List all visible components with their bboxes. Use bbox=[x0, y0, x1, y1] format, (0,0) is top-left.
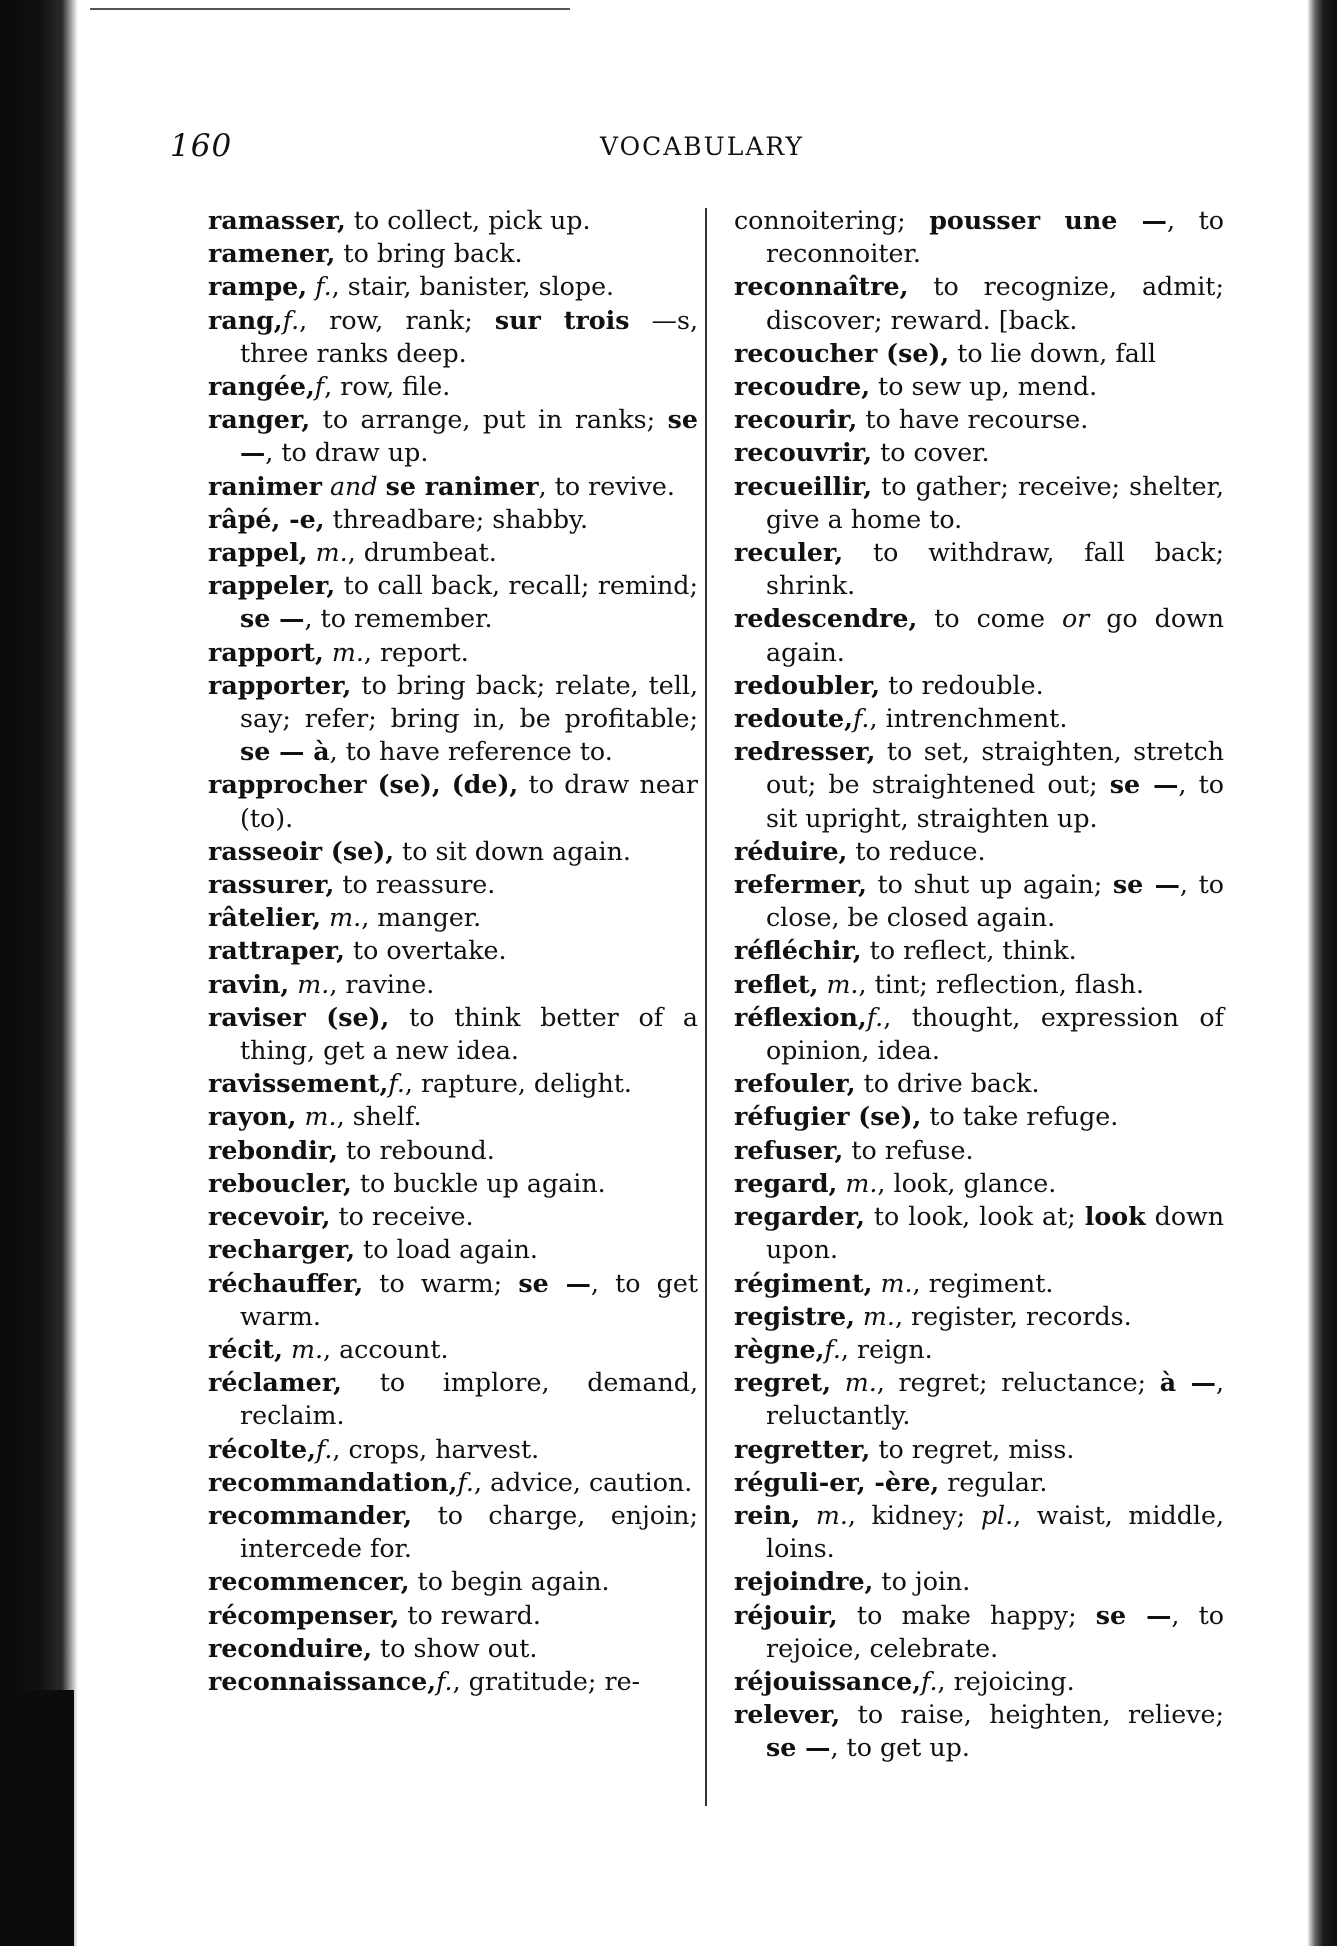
entry-abbreviation: f. bbox=[315, 1434, 333, 1464]
entry-headword: recevoir, bbox=[208, 1201, 331, 1232]
vocab-entry bbox=[734, 669, 1224, 702]
entry-definition: , account. bbox=[323, 1334, 449, 1364]
entry-headword: réclamer, bbox=[208, 1367, 342, 1398]
scan-left-notch bbox=[0, 1690, 74, 1946]
entry-headword: ranger, bbox=[208, 404, 311, 435]
entry-abbreviation: m. bbox=[289, 969, 330, 999]
entry-abbreviation: m. bbox=[321, 903, 362, 933]
vocab-entry bbox=[734, 1366, 1224, 1432]
vocab-entry bbox=[208, 1134, 698, 1167]
entry-headword: réchauffer, bbox=[208, 1267, 364, 1298]
entry-abbreviation: f. bbox=[824, 1334, 841, 1364]
entry-headword: redresser, bbox=[734, 736, 876, 767]
entry-definition: to rebound. bbox=[337, 1135, 495, 1165]
vocab-entry bbox=[208, 835, 698, 868]
entry-headword: refouler, bbox=[734, 1068, 856, 1099]
entry-definition: to regret, miss. bbox=[870, 1434, 1075, 1464]
entry-definition: to reduce. bbox=[847, 836, 986, 866]
entry-definition: to shut up again; bbox=[866, 870, 1113, 900]
entry-headword: râpé, -e, bbox=[208, 503, 325, 534]
entry-phrase: se — bbox=[518, 1267, 591, 1298]
entry-definition: , reluctantly. bbox=[766, 1368, 1224, 1431]
vocab-entry bbox=[208, 868, 698, 901]
entry-definition: , rejoicing. bbox=[937, 1666, 1075, 1696]
entry-definition: to arrange, put in ranks; bbox=[310, 405, 668, 435]
running-head: VOCABULARY bbox=[600, 132, 804, 161]
entry-definition: , to close, be closed again. bbox=[766, 870, 1224, 933]
vocab-entry bbox=[208, 470, 698, 503]
entry-headword: rassurer, bbox=[208, 869, 335, 900]
entry-definition: to charge, enjoin; intercede for. bbox=[240, 1500, 698, 1564]
entry-definition: to gather; receive; shelter, give a home to. bbox=[766, 471, 1224, 534]
entry-headword: redescendre, bbox=[734, 603, 918, 634]
vocab-entry bbox=[734, 1200, 1224, 1266]
entry-headword: rebondir, bbox=[208, 1134, 338, 1165]
entry-headword: reconnaître, bbox=[734, 271, 909, 302]
entry-definition: , advice, caution. bbox=[473, 1467, 693, 1497]
entry-definition: , report. bbox=[363, 637, 469, 667]
vocab-entry bbox=[734, 1565, 1224, 1598]
vocab-entry bbox=[734, 1001, 1224, 1067]
entry-definition: , reign. bbox=[840, 1334, 933, 1364]
entry-definition: to bring back. bbox=[335, 239, 523, 269]
entry-definition: , row, file. bbox=[324, 372, 451, 402]
vocab-entry bbox=[734, 1698, 1224, 1764]
entry-definition: to load again. bbox=[355, 1235, 538, 1265]
entry-definition: , ravine. bbox=[329, 969, 435, 999]
entry-definition: to bring back; relate, tell, say; refer; bring in, be profitable; bbox=[240, 670, 698, 734]
entry-headword: recoudre, bbox=[734, 371, 871, 402]
vocab-entry bbox=[734, 1167, 1224, 1200]
vocab-entry bbox=[208, 1665, 698, 1698]
entry-headword: rayon, bbox=[208, 1101, 297, 1132]
entry-definition: to withdraw, fall back; shrink. bbox=[766, 538, 1224, 601]
entry-phrase: se — bbox=[240, 404, 698, 468]
vocab-entry bbox=[208, 636, 698, 669]
entry-headword: règne, bbox=[734, 1333, 825, 1364]
entry-headword: réflexion, bbox=[734, 1001, 867, 1032]
entry-definition: to draw near (to). bbox=[240, 770, 698, 833]
entry-phrase: se — bbox=[1109, 769, 1179, 800]
entry-definition: to reflect, think. bbox=[861, 936, 1077, 966]
entry-definition: to implore, demand, reclaim. bbox=[240, 1368, 698, 1431]
right-column bbox=[734, 204, 1224, 1765]
entry-headword: recoucher (se), bbox=[734, 337, 950, 368]
entry-headword: rein, bbox=[734, 1499, 801, 1530]
entry-definition: down upon. bbox=[766, 1202, 1225, 1265]
entry-definition: , to get up. bbox=[830, 1733, 970, 1763]
vocab-entry bbox=[734, 403, 1224, 436]
entry-headword: recommandation, bbox=[208, 1466, 458, 1497]
entry-definition: , thought, expression of opinion, idea. bbox=[766, 1002, 1224, 1066]
vocab-entry bbox=[208, 669, 698, 769]
entry-abbreviation: m. bbox=[837, 1168, 878, 1198]
entry-definition: , tint; reflection, flash. bbox=[858, 969, 1145, 999]
entry-abbreviation: or bbox=[1061, 604, 1090, 634]
vocab-entry bbox=[208, 536, 698, 569]
entry-headword: récolte, bbox=[208, 1433, 316, 1464]
vocab-entry bbox=[734, 1466, 1224, 1499]
entry-definition: to sew up, mend. bbox=[870, 372, 1098, 402]
entry-headword: regarder, bbox=[734, 1201, 865, 1232]
vocab-entry bbox=[208, 1200, 698, 1233]
vocab-entry bbox=[208, 901, 698, 934]
vocab-entry bbox=[734, 1067, 1224, 1100]
entry-abbreviation: and bbox=[321, 471, 386, 501]
vocab-entry bbox=[734, 536, 1224, 602]
entry-definition: to come bbox=[917, 604, 1062, 634]
entry-abbreviation: f. bbox=[307, 272, 332, 302]
entry-headword: régiment, bbox=[734, 1267, 873, 1298]
vocab-entry bbox=[208, 1100, 698, 1133]
entry-definition: to lie down, fall bbox=[949, 338, 1156, 368]
entry-definition: , to sit upright, straighten up. bbox=[766, 770, 1224, 833]
entry-abbreviation: m. bbox=[323, 637, 364, 667]
entry-headword: rangée, bbox=[208, 371, 315, 402]
entry-definition: , to remember. bbox=[304, 604, 493, 634]
entry-headword: rapprocher (se), (de), bbox=[208, 769, 519, 800]
entry-definition: to take refuge. bbox=[921, 1102, 1119, 1132]
entry-headword: reconnaissance, bbox=[208, 1665, 437, 1696]
vocab-entry bbox=[208, 403, 698, 469]
vocab-entry bbox=[734, 1267, 1224, 1300]
entry-headword: redoute, bbox=[734, 703, 853, 734]
entry-definition: to receive. bbox=[330, 1202, 474, 1232]
entry-definition: to make happy; bbox=[837, 1600, 1096, 1630]
entry-headword: refuser, bbox=[734, 1134, 844, 1165]
entry-definition: , drumbeat. bbox=[347, 538, 497, 568]
entry-definition: to raise, heighten, relieve; bbox=[840, 1700, 1224, 1730]
page-number: 160 bbox=[170, 128, 233, 164]
entry-headword: rasseoir (se), bbox=[208, 835, 394, 866]
entry-headword: rang, bbox=[208, 304, 283, 335]
entry-headword: rapporter, bbox=[208, 669, 352, 700]
entry-headword: reculer, bbox=[734, 537, 844, 568]
entry-headword: regard, bbox=[734, 1167, 838, 1198]
entry-phrase: se — bbox=[766, 1732, 831, 1763]
vocab-entry bbox=[208, 1233, 698, 1266]
entry-definition: go down again. bbox=[766, 604, 1224, 667]
vocab-entry bbox=[734, 270, 1224, 336]
entry-definition: threadbare; shabby. bbox=[324, 504, 588, 534]
vocab-entry bbox=[208, 370, 698, 403]
entry-headword: rampe, bbox=[208, 271, 308, 302]
scan-right-edge bbox=[1307, 0, 1337, 1946]
entry-definition: , to draw up. bbox=[265, 438, 429, 468]
entry-headword: recharger, bbox=[208, 1234, 356, 1265]
entry-definition: to drive back. bbox=[855, 1069, 1040, 1099]
vocab-entry bbox=[208, 1067, 698, 1100]
entry-headword: réfugier (se), bbox=[734, 1101, 922, 1132]
entry-abbreviation: f. bbox=[388, 1069, 405, 1099]
entry-phrase: à — bbox=[1159, 1367, 1216, 1398]
vocab-entry bbox=[208, 1366, 698, 1432]
vocab-entry bbox=[208, 1499, 698, 1565]
vocab-entry bbox=[734, 735, 1224, 835]
entry-headword: ramener, bbox=[208, 238, 336, 269]
entry-headword: rappeler, bbox=[208, 570, 336, 601]
entry-headword: relever, bbox=[734, 1699, 841, 1730]
entry-abbreviation: m. bbox=[854, 1301, 895, 1331]
entry-definition: connoitering; bbox=[734, 206, 930, 235]
entry-headword: raviser (se), bbox=[208, 1001, 390, 1032]
vocab-entry bbox=[734, 204, 1224, 270]
entry-headword: reflet, bbox=[734, 968, 819, 999]
vocab-entry bbox=[734, 1433, 1224, 1466]
entry-definition: , to get warm. bbox=[240, 1268, 698, 1331]
entry-headword: réjouir, bbox=[734, 1599, 838, 1630]
entry-headword: registre, bbox=[734, 1300, 855, 1331]
entry-definition: to cover. bbox=[872, 438, 990, 468]
left-column bbox=[208, 204, 698, 1698]
vocab-entry bbox=[734, 337, 1224, 370]
entry-definition: , to revive. bbox=[538, 471, 675, 501]
entry-definition: to think better of a thing, get a new idea. bbox=[240, 1002, 698, 1066]
entry-headword: rappel, bbox=[208, 537, 308, 568]
entry-abbreviation: f. bbox=[866, 1002, 884, 1032]
vocab-entry bbox=[734, 470, 1224, 536]
vocab-entry bbox=[734, 436, 1224, 469]
vocab-entry bbox=[734, 1499, 1224, 1565]
entry-headword: reboucler, bbox=[208, 1167, 352, 1198]
entry-definition: to buckle up again. bbox=[351, 1168, 606, 1198]
vocab-entry bbox=[734, 1599, 1224, 1665]
vocab-entry bbox=[734, 1300, 1224, 1333]
vocab-entry bbox=[734, 1665, 1224, 1698]
vocab-entry bbox=[734, 968, 1224, 1001]
entry-headword: rattraper, bbox=[208, 935, 345, 966]
entry-headword: ravin, bbox=[208, 968, 290, 999]
vocab-entry bbox=[208, 934, 698, 967]
entry-abbreviation: m. bbox=[800, 1500, 848, 1530]
entry-headword: ramasser, bbox=[208, 205, 346, 235]
vocab-entry bbox=[734, 602, 1224, 668]
entry-definition: to begin again. bbox=[409, 1567, 610, 1597]
entry-headword: recommencer, bbox=[208, 1566, 410, 1597]
vocab-entry bbox=[208, 1333, 698, 1366]
column-divider bbox=[705, 208, 707, 1806]
vocab-entry bbox=[208, 1267, 698, 1333]
entry-headword: redoubler, bbox=[734, 669, 881, 700]
entry-abbreviation: f. bbox=[457, 1467, 474, 1497]
entry-headword: rapport, bbox=[208, 636, 324, 667]
entry-phrase: pousser une — bbox=[929, 205, 1167, 235]
entry-definition: to recognize, admit; discover; reward. [back. bbox=[766, 272, 1224, 335]
entry-phrase: se ranimer bbox=[385, 470, 539, 501]
entry-definition: , regiment. bbox=[912, 1268, 1054, 1298]
entry-definition: , crops, harvest. bbox=[332, 1434, 540, 1464]
entry-abbreviation: f. bbox=[436, 1666, 453, 1696]
top-rule bbox=[90, 8, 570, 10]
entry-headword: récit, bbox=[208, 1333, 283, 1364]
entry-phrase: se — bbox=[1095, 1599, 1172, 1630]
entry-abbreviation: f. bbox=[282, 305, 300, 335]
vocab-entry bbox=[208, 1167, 698, 1200]
entry-phrase: se — bbox=[1112, 869, 1180, 900]
entry-headword: recommander, bbox=[208, 1499, 413, 1530]
scan-left-edge bbox=[0, 0, 78, 1946]
entry-phrase: look bbox=[1084, 1201, 1146, 1232]
entry-definition: , stair, banister, slope. bbox=[331, 272, 615, 302]
entry-phrase: sur trois bbox=[494, 304, 630, 335]
entry-definition: to sit down again. bbox=[394, 836, 631, 866]
entry-definition: —s, three ranks deep. bbox=[240, 305, 698, 368]
entry-definition: , shelf. bbox=[336, 1102, 422, 1132]
entry-headword: regretter, bbox=[734, 1433, 871, 1464]
entry-headword: réguli-er, -ère, bbox=[734, 1466, 940, 1497]
entry-definition: , regret; reluctance; bbox=[876, 1368, 1160, 1398]
vocab-entry bbox=[208, 1466, 698, 1499]
vocab-entry bbox=[208, 270, 698, 303]
entry-headword: regret, bbox=[734, 1367, 832, 1398]
entry-definition: to warm; bbox=[363, 1268, 519, 1298]
entry-headword: réduire, bbox=[734, 835, 848, 866]
entry-headword: reconduire, bbox=[208, 1632, 373, 1663]
entry-abbreviation: f. bbox=[852, 704, 870, 734]
entry-abbreviation: m. bbox=[282, 1334, 324, 1364]
page-header bbox=[170, 128, 1190, 168]
entry-headword: recourir, bbox=[734, 404, 858, 435]
entry-abbreviation: m. bbox=[831, 1368, 877, 1398]
vocab-entry bbox=[208, 237, 698, 270]
entry-definition: regular. bbox=[939, 1467, 1048, 1497]
vocab-entry bbox=[208, 1599, 698, 1632]
entry-headword: ravissement, bbox=[208, 1068, 389, 1099]
entry-definition: to have recourse. bbox=[857, 405, 1089, 435]
entry-headword: recueillir, bbox=[734, 470, 873, 501]
entry-definition: , look, glance. bbox=[877, 1168, 1057, 1198]
entry-definition: to look, look at; bbox=[864, 1202, 1085, 1232]
entry-definition: to set, straighten, stretch out; be straightened out; bbox=[766, 737, 1224, 800]
vocab-entry bbox=[208, 1565, 698, 1598]
vocab-entry bbox=[208, 768, 698, 834]
entry-headword: recouvrir, bbox=[734, 437, 873, 468]
entry-headword: râtelier, bbox=[208, 902, 322, 933]
entry-headword: rejoindre, bbox=[734, 1566, 874, 1597]
entry-definition: , row, rank; bbox=[299, 305, 495, 335]
entry-definition: to overtake. bbox=[344, 936, 507, 966]
entry-headword: refermer, bbox=[734, 869, 867, 900]
entry-phrase: se — à bbox=[240, 736, 330, 767]
entry-definition: to redouble. bbox=[880, 670, 1044, 700]
vocab-entry bbox=[734, 370, 1224, 403]
vocab-entry bbox=[734, 702, 1224, 735]
entry-headword: réfléchir, bbox=[734, 935, 862, 966]
entry-headword: ranimer bbox=[208, 470, 322, 501]
vocab-entry bbox=[734, 868, 1224, 934]
vocab-entry bbox=[734, 934, 1224, 967]
vocab-entry bbox=[208, 503, 698, 536]
entry-headword: réjouissance, bbox=[734, 1665, 922, 1696]
entry-definition: , to reconnoiter. bbox=[766, 206, 1224, 269]
entry-definition: to show out. bbox=[372, 1633, 538, 1663]
vocab-entry bbox=[208, 1001, 698, 1067]
entry-abbreviation: m. bbox=[296, 1102, 337, 1132]
entry-abbreviation: pl. bbox=[980, 1500, 1014, 1530]
entry-definition: , to have reference to. bbox=[329, 737, 613, 767]
vocab-entry bbox=[208, 304, 698, 370]
entry-definition: to call back, recall; remind; bbox=[335, 571, 698, 601]
vocab-entry bbox=[208, 1433, 698, 1466]
entry-headword: récompenser, bbox=[208, 1599, 400, 1630]
entry-definition: , gratitude; re- bbox=[452, 1666, 641, 1696]
entry-abbreviation: f. bbox=[921, 1666, 938, 1696]
entry-definition: , kidney; bbox=[847, 1500, 981, 1530]
entry-definition: , register, records. bbox=[894, 1301, 1132, 1331]
entry-abbreviation: m. bbox=[307, 538, 348, 568]
entry-definition: to collect, pick up. bbox=[345, 206, 591, 235]
entry-phrase: se — bbox=[240, 603, 305, 634]
entry-definition: , intrenchment. bbox=[869, 704, 1068, 734]
entry-definition: to join. bbox=[873, 1567, 971, 1597]
vocab-entry bbox=[208, 569, 698, 635]
vocab-entry bbox=[208, 1632, 698, 1665]
vocab-entry bbox=[734, 1134, 1224, 1167]
entry-definition: , to rejoice, celebrate. bbox=[766, 1600, 1224, 1663]
entry-definition: , manger. bbox=[361, 903, 482, 933]
vocab-entry bbox=[734, 1333, 1224, 1366]
entry-abbreviation: m. bbox=[818, 969, 859, 999]
entry-abbreviation: m. bbox=[872, 1268, 913, 1298]
vocab-entry bbox=[208, 968, 698, 1001]
vocab-entry bbox=[208, 204, 698, 237]
vocab-entry bbox=[734, 1100, 1224, 1133]
entry-definition: to refuse. bbox=[843, 1135, 974, 1165]
entry-abbreviation: f bbox=[314, 372, 325, 402]
entry-definition: , rapture, delight. bbox=[404, 1069, 632, 1099]
entry-definition: to reassure. bbox=[334, 870, 496, 900]
entry-definition: to reward. bbox=[399, 1600, 541, 1630]
entry-definition: , waist, middle, loins. bbox=[766, 1500, 1224, 1564]
vocab-entry bbox=[734, 835, 1224, 868]
